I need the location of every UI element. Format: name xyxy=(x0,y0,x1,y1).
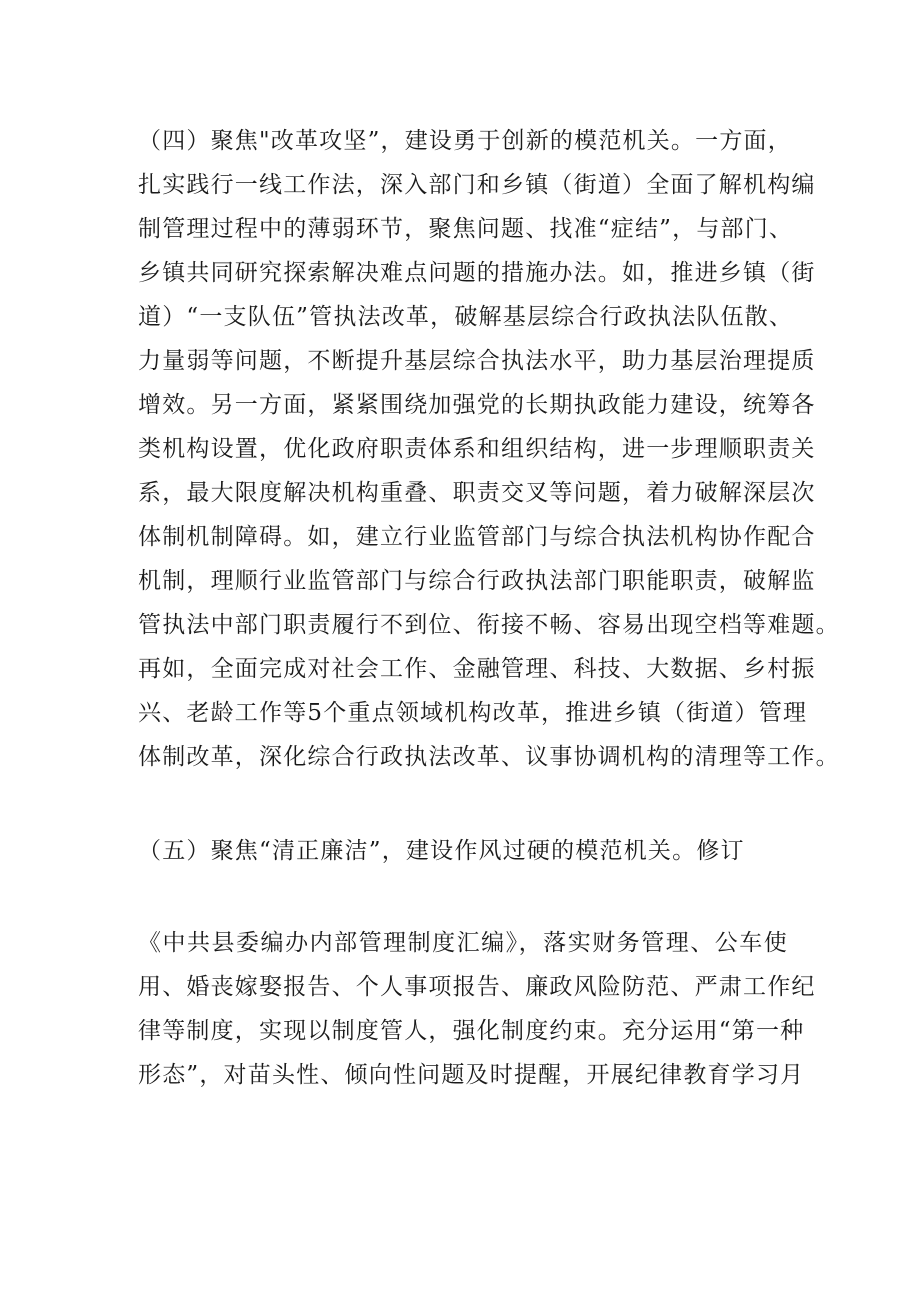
text-line-5: 道）“一支队伍”管执法改革，破解基层综合行政执法队伍散、 xyxy=(138,304,794,330)
text-line-19: 律等制度，实现以制度管人，强化制度约束。充分运用“第一种 xyxy=(138,1018,805,1044)
text-line-18: 用、婚丧嫁娶报告、个人事项报告、廉政风险防范、严肃工作纪 xyxy=(138,974,816,1000)
text-line-7: 增效。另一方面，紧紧围绕加强党的长期执政能力建设，统筹各 xyxy=(138,392,816,418)
text-line-14: 兴、老龄工作等5个重点领域机构改革，推进乡镇（街道）管理 xyxy=(138,700,808,726)
section-five-heading: （五）聚焦“清正廉洁”，建设作风过硬的模范机关。修订 xyxy=(138,838,745,864)
text-line-1: （四）聚焦"改革攻坚”，建设勇于创新的模范机关。一方面， xyxy=(138,128,792,154)
text-line-20: 形态”，对苗头性、倾向性问题及时提醒，开展纪律教育学习月 xyxy=(138,1062,805,1088)
text-line-3: 制管理过程中的薄弱环节，聚焦问题、找准“症结”，与部门、 xyxy=(138,216,794,242)
text-line-13: 再如，全面完成对社会工作、金融管理、科技、大数据、乡村振 xyxy=(138,656,816,682)
text-line-6: 力量弱等问题，不断提升基层综合执法水平，助力基层治理提质 xyxy=(138,348,816,374)
text-line-2: 扎实践行一线工作法，深入部门和乡镇（街道）全面了解机构编 xyxy=(138,172,816,198)
text-line-12: 管执法中部门职责履行不到位、衔接不畅、容易出现空档等难题。 xyxy=(138,612,840,638)
text-line-11: 机制，理顺行业监管部门与综合行政执法部门职能职责，破解监 xyxy=(138,568,816,594)
text-line-15: 体制改革，深化综合行政执法改革、议事协调机构的清理等工作。 xyxy=(138,744,840,770)
text-line-10: 体制机制障碍。如，建立行业监管部门与综合执法机构协作配合 xyxy=(138,524,816,550)
text-line-17: 《中共县委编办内部管理制度汇编》，落实财务管理、公车使 xyxy=(138,930,788,956)
text-line-9: 系，最大限度解决机构重叠、职责交叉等问题，着力破解深层次 xyxy=(138,480,816,506)
text-line-4: 乡镇共同研究探索解决难点问题的措施办法。如，推进乡镇（街 xyxy=(138,260,816,286)
text-line-8: 类机构设置，优化政府职责体系和组织结构，进一步理顺职责关 xyxy=(138,436,816,462)
